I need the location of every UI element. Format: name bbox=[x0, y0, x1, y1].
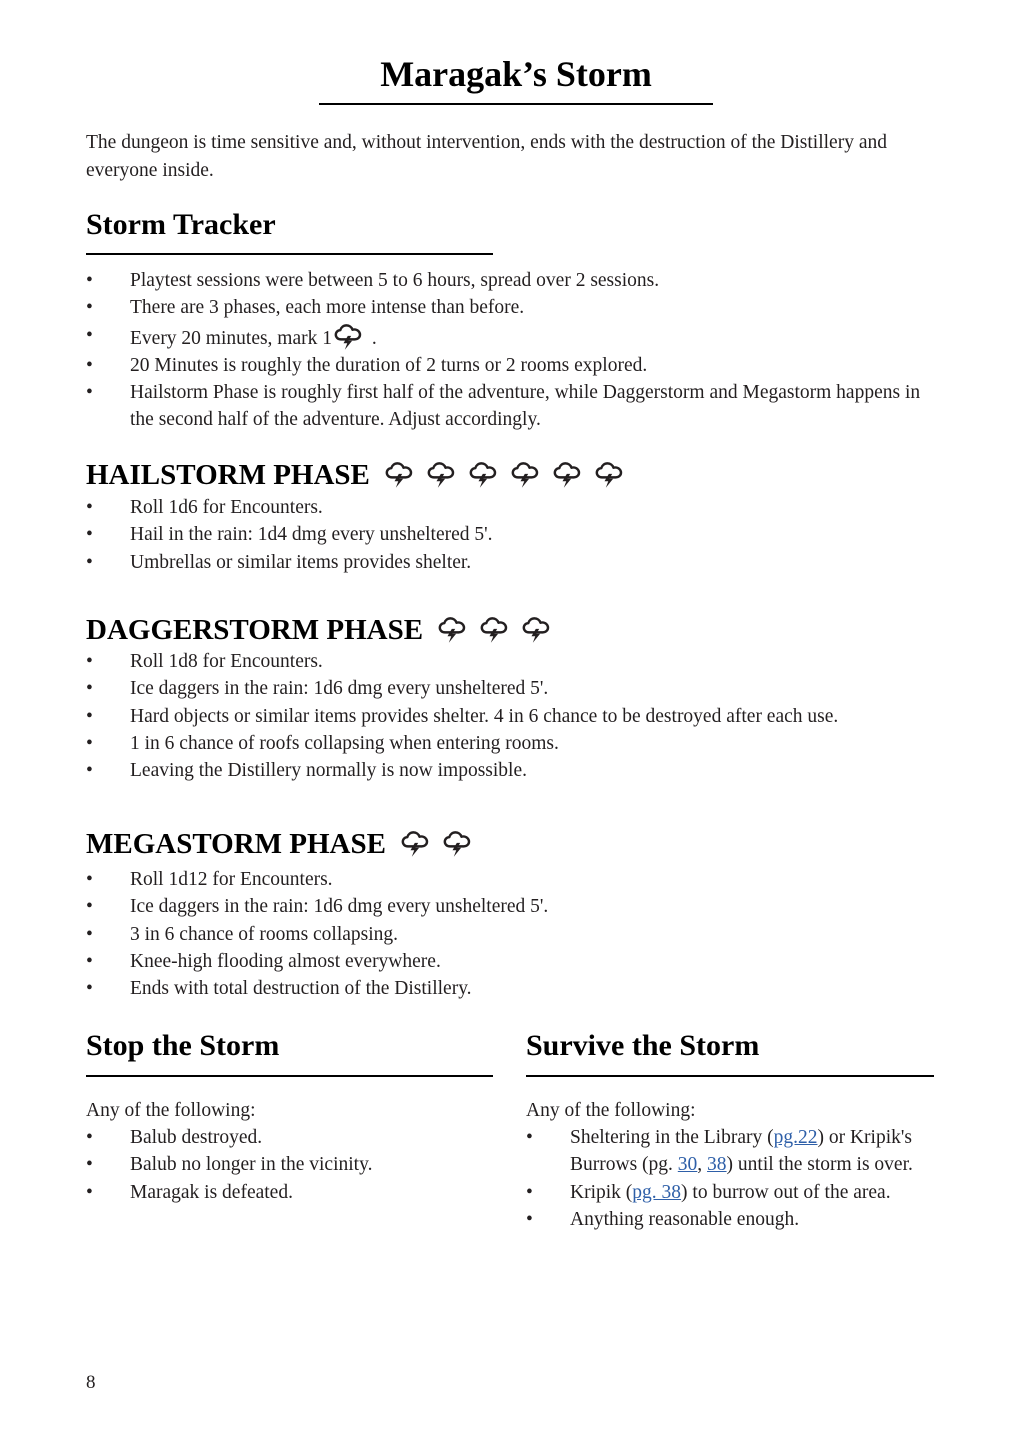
page-title: Maragak’s Storm bbox=[380, 54, 652, 94]
intro-paragraph: The dungeon is time sensitive and, without intervention, ends with the destruction of the Distillery and everyone inside. bbox=[86, 132, 887, 181]
list-item: • Hard objects or similar items provides shelter. 4 in 6 chance to be destroyed after each use. bbox=[86, 703, 946, 730]
list-item: • Ice daggers in the rain: 1d6 dmg every unsheltered 5'. bbox=[86, 893, 936, 920]
title-block bbox=[319, 52, 713, 96]
storm-cloud-icon bbox=[400, 829, 430, 859]
list-item: • Umbrellas or similar items provides shelter. bbox=[86, 549, 936, 576]
daggerstorm-list bbox=[86, 648, 946, 784]
list-item: • There are 3 phases, each more intense than before. bbox=[86, 294, 936, 321]
list-item-text: Sheltering in the Library ( bbox=[570, 1127, 774, 1148]
stop-storm-lead: Any of the following: bbox=[86, 1100, 256, 1121]
list-item: • 1 in 6 chance of roofs collapsing when entering rooms. bbox=[86, 730, 946, 757]
list-item: • 20 Minutes is roughly the duration of 2 turns or 2 rooms explored. bbox=[86, 352, 936, 379]
stop-storm-underline bbox=[86, 1075, 493, 1077]
storm-cloud-icon bbox=[333, 322, 363, 352]
hailstorm-icons bbox=[384, 460, 624, 490]
stop-storm-list bbox=[86, 1124, 493, 1206]
hailstorm-list bbox=[86, 494, 936, 576]
list-item: • Ice daggers in the rain: 1d6 dmg every unsheltered 5'. bbox=[86, 675, 946, 702]
megastorm-phase-heading bbox=[86, 826, 472, 862]
storm-cloud-icon bbox=[426, 460, 456, 490]
list-item: • Playtest sessions were between 5 to 6 hours, spread over 2 sessions. bbox=[86, 267, 936, 294]
page-link[interactable]: 30 bbox=[677, 1154, 698, 1176]
storm-cloud-icon bbox=[521, 615, 551, 645]
list-item-text: ) or Kripik's Burrows (pg. bbox=[570, 1127, 912, 1176]
storm-cloud-icon bbox=[468, 460, 498, 490]
storm-cloud-icon bbox=[442, 829, 472, 859]
list-item: • Leaving the Distillery normally is now impossible. bbox=[86, 757, 946, 784]
survive-storm-heading: Survive the Storm bbox=[526, 1029, 760, 1062]
page-number: 8 bbox=[86, 1372, 96, 1393]
list-item bbox=[526, 1179, 936, 1206]
list-item-text: , bbox=[697, 1154, 708, 1176]
title-underline bbox=[319, 103, 713, 105]
list-item-text: Every 20 minutes, mark 1 bbox=[130, 327, 332, 349]
list-item bbox=[86, 322, 936, 352]
stop-storm-heading: Stop the Storm bbox=[86, 1029, 280, 1062]
list-item: • Roll 1d8 for Encounters. bbox=[86, 648, 946, 675]
list-item: • Balub destroyed. bbox=[86, 1124, 493, 1151]
phase-title: MEGASTORM PHASE bbox=[86, 828, 386, 860]
megastorm-icons bbox=[400, 829, 472, 859]
list-item: • Balub no longer in the vicinity. bbox=[86, 1151, 493, 1178]
storm-cloud-icon bbox=[552, 460, 582, 490]
storm-tracker-underline bbox=[86, 253, 493, 255]
survive-storm-list bbox=[526, 1124, 936, 1233]
list-item-text: ) to burrow out of the area. bbox=[681, 1181, 891, 1203]
list-item-text: . bbox=[367, 327, 377, 349]
page-link[interactable]: pg. 38 bbox=[632, 1181, 682, 1203]
phase-title: HAILSTORM PHASE bbox=[86, 459, 370, 491]
list-item bbox=[526, 1124, 936, 1179]
storm-cloud-icon bbox=[510, 460, 540, 490]
phase-title: DAGGERSTORM PHASE bbox=[86, 614, 424, 646]
storm-tracker-list bbox=[86, 267, 936, 434]
storm-cloud-icon bbox=[594, 460, 624, 490]
survive-storm-underline bbox=[526, 1075, 934, 1077]
list-item: • Hailstorm Phase is roughly first half of the adventure, while Daggerstorm and Megastorm happens in the second half of the adventure. Adjust accordingly. bbox=[86, 379, 936, 434]
survive-storm-lead: Any of the following: bbox=[526, 1100, 696, 1121]
list-item-text: ) until the storm is over. bbox=[726, 1154, 913, 1176]
list-item: • Anything reasonable enough. bbox=[526, 1206, 936, 1233]
megastorm-list bbox=[86, 866, 936, 1002]
list-item: • 3 in 6 chance of rooms collapsing. bbox=[86, 921, 936, 948]
list-item: • Roll 1d12 for Encounters. bbox=[86, 866, 936, 893]
storm-cloud-icon bbox=[479, 615, 509, 645]
list-item: • Hail in the rain: 1d4 dmg every unsheltered 5'. bbox=[86, 521, 936, 548]
list-item: • Roll 1d6 for Encounters. bbox=[86, 494, 936, 521]
list-item: • Ends with total destruction of the Distillery. bbox=[86, 975, 936, 1002]
storm-tracker-heading: Storm Tracker bbox=[86, 208, 276, 241]
hailstorm-phase-heading bbox=[86, 457, 624, 493]
page-link[interactable]: 38 bbox=[707, 1154, 727, 1176]
daggerstorm-phase-heading bbox=[86, 612, 551, 648]
list-item-text: Kripik ( bbox=[570, 1181, 633, 1203]
list-item: • Maragak is defeated. bbox=[86, 1179, 493, 1206]
daggerstorm-icons bbox=[437, 615, 551, 645]
list-item: • Knee-high flooding almost everywhere. bbox=[86, 948, 936, 975]
page-link[interactable]: pg.22 bbox=[773, 1127, 818, 1148]
storm-cloud-icon bbox=[384, 460, 414, 490]
storm-cloud-icon bbox=[437, 615, 467, 645]
